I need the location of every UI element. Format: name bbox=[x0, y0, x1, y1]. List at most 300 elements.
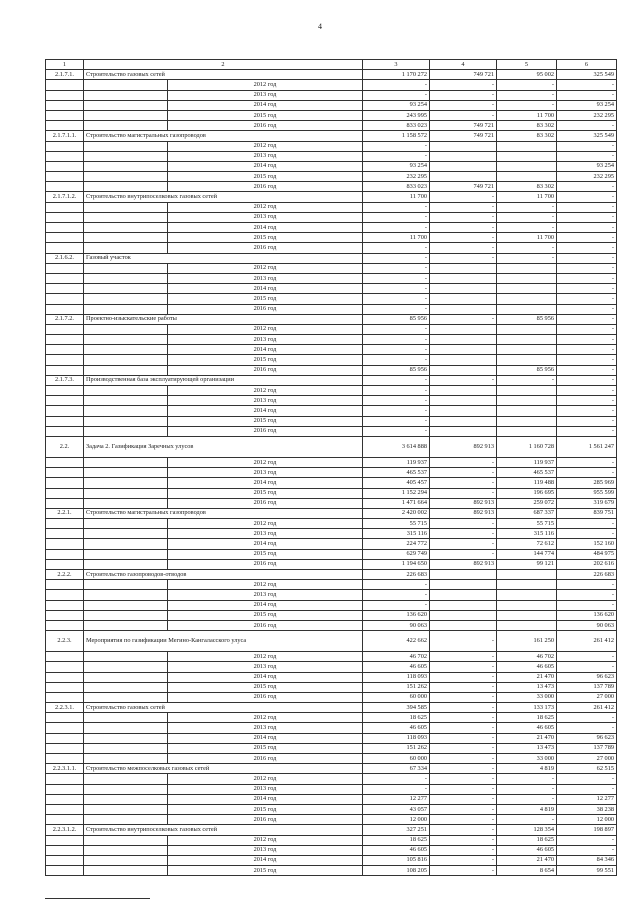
other-value: 27 000 bbox=[557, 692, 617, 702]
item-name-blank bbox=[84, 386, 168, 396]
regional-value bbox=[497, 335, 557, 345]
year-row bbox=[46, 202, 617, 212]
item-name-blank bbox=[84, 151, 168, 161]
total-value: 11 700 bbox=[363, 192, 430, 202]
year-label: 2012 год bbox=[168, 263, 363, 273]
other-value: 137 789 bbox=[557, 743, 617, 753]
other-value: - bbox=[557, 774, 617, 784]
federal-value: - bbox=[430, 754, 497, 764]
year-label: 2015 год bbox=[168, 549, 363, 559]
year-label: 2013 год bbox=[168, 151, 363, 161]
year-row bbox=[46, 784, 617, 794]
year-row bbox=[46, 539, 617, 549]
total-value: - bbox=[363, 590, 430, 600]
total-value: 43 057 bbox=[363, 804, 430, 814]
item-code bbox=[46, 121, 84, 131]
item-name-blank bbox=[84, 733, 168, 743]
section-row bbox=[46, 436, 617, 457]
total-value: - bbox=[363, 151, 430, 161]
other-value: 955 599 bbox=[557, 488, 617, 498]
item-code bbox=[46, 784, 84, 794]
total-value: 833 023 bbox=[363, 182, 430, 192]
year-row bbox=[46, 151, 617, 161]
regional-value: - bbox=[497, 375, 557, 385]
item-code bbox=[46, 815, 84, 825]
other-value: - bbox=[557, 284, 617, 294]
other-value: - bbox=[557, 406, 617, 416]
total-value: 11 700 bbox=[363, 233, 430, 243]
regional-value: 119 488 bbox=[497, 478, 557, 488]
regional-value: 4 819 bbox=[497, 804, 557, 814]
year-row bbox=[46, 396, 617, 406]
section-row bbox=[46, 764, 617, 774]
regional-value: 119 937 bbox=[497, 457, 557, 467]
year-label: 2012 год bbox=[168, 386, 363, 396]
federal-value: - bbox=[430, 815, 497, 825]
item-name: Строительство магистральных газопроводов bbox=[84, 131, 363, 141]
total-value: - bbox=[363, 784, 430, 794]
federal-value bbox=[430, 141, 497, 151]
item-name-blank bbox=[84, 182, 168, 192]
regional-value: 99 121 bbox=[497, 559, 557, 569]
item-name-blank bbox=[84, 345, 168, 355]
year-label: 2016 год bbox=[168, 243, 363, 253]
regional-value: - bbox=[497, 774, 557, 784]
item-code bbox=[46, 478, 84, 488]
regional-value: - bbox=[497, 80, 557, 90]
federal-value: - bbox=[430, 202, 497, 212]
year-row bbox=[46, 294, 617, 304]
total-value: - bbox=[363, 141, 430, 151]
budget-table bbox=[45, 59, 617, 876]
item-name-blank bbox=[84, 529, 168, 539]
total-value: 226 683 bbox=[363, 570, 430, 580]
other-value: - bbox=[557, 375, 617, 385]
total-value: 12 277 bbox=[363, 794, 430, 804]
item-name-blank bbox=[84, 866, 168, 876]
item-code: 2.1.7.3. bbox=[46, 375, 84, 385]
year-row bbox=[46, 794, 617, 804]
regional-value bbox=[497, 273, 557, 283]
total-value: 1 152 294 bbox=[363, 488, 430, 498]
year-label: 2013 год bbox=[168, 845, 363, 855]
year-row bbox=[46, 478, 617, 488]
federal-value: - bbox=[430, 631, 497, 652]
item-name-blank bbox=[84, 754, 168, 764]
other-value: - bbox=[557, 457, 617, 467]
item-code bbox=[46, 151, 84, 161]
regional-value: 4 819 bbox=[497, 764, 557, 774]
year-label: 2015 год bbox=[168, 743, 363, 753]
federal-value: - bbox=[430, 549, 497, 559]
other-value: - bbox=[557, 652, 617, 662]
item-name: Проектно-изыскательские работы bbox=[84, 314, 363, 324]
other-value: 93 254 bbox=[557, 161, 617, 171]
item-name-blank bbox=[84, 743, 168, 753]
item-code bbox=[46, 866, 84, 876]
year-row bbox=[46, 335, 617, 345]
year-row bbox=[46, 426, 617, 436]
year-label: 2015 год bbox=[168, 233, 363, 243]
other-value: 226 683 bbox=[557, 570, 617, 580]
other-value: 62 515 bbox=[557, 764, 617, 774]
regional-value bbox=[497, 570, 557, 580]
regional-value: 72 612 bbox=[497, 539, 557, 549]
other-value: - bbox=[557, 182, 617, 192]
other-value: - bbox=[557, 212, 617, 222]
regional-value: 83 302 bbox=[497, 131, 557, 141]
federal-value: 892 913 bbox=[430, 559, 497, 569]
item-code bbox=[46, 743, 84, 753]
item-name-blank bbox=[84, 110, 168, 120]
year-label: 2014 год bbox=[168, 539, 363, 549]
total-value: - bbox=[363, 406, 430, 416]
federal-value bbox=[430, 426, 497, 436]
item-name-blank bbox=[84, 835, 168, 845]
item-name-blank bbox=[84, 284, 168, 294]
federal-value bbox=[430, 151, 497, 161]
section-row bbox=[46, 253, 617, 263]
item-name-blank bbox=[84, 365, 168, 375]
item-code bbox=[46, 498, 84, 508]
year-label: 2012 год bbox=[168, 835, 363, 845]
federal-value: - bbox=[430, 314, 497, 324]
year-label: 2013 год bbox=[168, 90, 363, 100]
other-value: - bbox=[557, 529, 617, 539]
total-value: 1 158 572 bbox=[363, 131, 430, 141]
year-row bbox=[46, 815, 617, 825]
item-code bbox=[46, 468, 84, 478]
total-value: 243 995 bbox=[363, 110, 430, 120]
section-row bbox=[46, 825, 617, 835]
regional-value: 196 695 bbox=[497, 488, 557, 498]
item-name: Строительство межпоселковых газовых сетей bbox=[84, 764, 363, 774]
total-value: 46 605 bbox=[363, 723, 430, 733]
total-value: 465 537 bbox=[363, 468, 430, 478]
federal-value: - bbox=[430, 743, 497, 753]
federal-value: - bbox=[430, 825, 497, 835]
item-name: Задача 2. Газификация Заречных улусов bbox=[84, 436, 363, 457]
total-value: - bbox=[363, 243, 430, 253]
year-row bbox=[46, 652, 617, 662]
year-row bbox=[46, 233, 617, 243]
item-name-blank bbox=[84, 457, 168, 467]
year-label: 2012 год bbox=[168, 774, 363, 784]
item-code bbox=[46, 223, 84, 233]
section-row bbox=[46, 314, 617, 324]
federal-value: - bbox=[430, 866, 497, 876]
other-value: - bbox=[557, 396, 617, 406]
other-value: 137 789 bbox=[557, 682, 617, 692]
other-value: - bbox=[557, 223, 617, 233]
federal-value bbox=[430, 335, 497, 345]
item-code bbox=[46, 90, 84, 100]
item-name-blank bbox=[84, 202, 168, 212]
federal-value: 749 721 bbox=[430, 131, 497, 141]
year-label: 2016 год bbox=[168, 559, 363, 569]
year-row bbox=[46, 713, 617, 723]
year-row bbox=[46, 600, 617, 610]
item-name-blank bbox=[84, 172, 168, 182]
year-label: 2016 год bbox=[168, 620, 363, 630]
year-label: 2013 год bbox=[168, 590, 363, 600]
regional-value: 46 605 bbox=[497, 845, 557, 855]
year-label: 2016 год bbox=[168, 304, 363, 314]
item-name-blank bbox=[84, 815, 168, 825]
year-label: 2015 год bbox=[168, 804, 363, 814]
regional-value bbox=[497, 141, 557, 151]
year-row bbox=[46, 90, 617, 100]
regional-value: 133 173 bbox=[497, 703, 557, 713]
other-value: - bbox=[557, 304, 617, 314]
federal-value bbox=[430, 263, 497, 273]
other-value: - bbox=[557, 151, 617, 161]
item-name-blank bbox=[84, 845, 168, 855]
federal-value: - bbox=[430, 519, 497, 529]
regional-value: 11 700 bbox=[497, 192, 557, 202]
federal-value: - bbox=[430, 253, 497, 263]
federal-value: - bbox=[430, 457, 497, 467]
regional-value bbox=[497, 284, 557, 294]
year-label: 2013 год bbox=[168, 662, 363, 672]
year-label: 2013 год bbox=[168, 335, 363, 345]
total-value: 327 251 bbox=[363, 825, 430, 835]
item-name-blank bbox=[84, 223, 168, 233]
federal-value bbox=[430, 294, 497, 304]
regional-value: 95 002 bbox=[497, 70, 557, 80]
year-row bbox=[46, 580, 617, 590]
total-value: - bbox=[363, 202, 430, 212]
total-value: - bbox=[363, 324, 430, 334]
item-code bbox=[46, 284, 84, 294]
federal-value bbox=[430, 161, 497, 171]
regional-value: 33 000 bbox=[497, 692, 557, 702]
regional-value: 1 160 728 bbox=[497, 436, 557, 457]
year-row bbox=[46, 804, 617, 814]
regional-value: 13 473 bbox=[497, 743, 557, 753]
regional-value bbox=[497, 406, 557, 416]
regional-value bbox=[497, 580, 557, 590]
other-value: - bbox=[557, 90, 617, 100]
regional-value bbox=[497, 263, 557, 273]
item-name-blank bbox=[84, 212, 168, 222]
year-label: 2014 год bbox=[168, 406, 363, 416]
federal-value: - bbox=[430, 764, 497, 774]
year-row bbox=[46, 161, 617, 171]
year-label: 2012 год bbox=[168, 80, 363, 90]
year-row bbox=[46, 754, 617, 764]
year-row bbox=[46, 743, 617, 753]
year-row bbox=[46, 590, 617, 600]
regional-value: 18 625 bbox=[497, 713, 557, 723]
year-row bbox=[46, 457, 617, 467]
total-value: 46 702 bbox=[363, 652, 430, 662]
item-code: 2.2.1. bbox=[46, 508, 84, 518]
year-row bbox=[46, 365, 617, 375]
item-name-blank bbox=[84, 580, 168, 590]
regional-value bbox=[497, 610, 557, 620]
year-label: 2016 год bbox=[168, 498, 363, 508]
item-name-blank bbox=[84, 559, 168, 569]
regional-value: 8 654 bbox=[497, 866, 557, 876]
other-value: 93 254 bbox=[557, 100, 617, 110]
item-code bbox=[46, 80, 84, 90]
item-code: 2.2.3. bbox=[46, 631, 84, 652]
federal-value bbox=[430, 600, 497, 610]
federal-value bbox=[430, 396, 497, 406]
regional-value bbox=[497, 396, 557, 406]
year-row bbox=[46, 692, 617, 702]
item-name: Строительство внутрипоселковых газовых сетей bbox=[84, 192, 363, 202]
total-value: - bbox=[363, 774, 430, 784]
total-value: 224 772 bbox=[363, 539, 430, 549]
other-value: - bbox=[557, 192, 617, 202]
other-value: 84 346 bbox=[557, 855, 617, 865]
federal-value bbox=[430, 304, 497, 314]
other-value: - bbox=[557, 426, 617, 436]
federal-value: - bbox=[430, 733, 497, 743]
total-value: 60 000 bbox=[363, 692, 430, 702]
year-label: 2016 год bbox=[168, 815, 363, 825]
item-name-blank bbox=[84, 294, 168, 304]
item-code bbox=[46, 529, 84, 539]
item-name-blank bbox=[84, 273, 168, 283]
federal-value: - bbox=[430, 845, 497, 855]
federal-value: - bbox=[430, 713, 497, 723]
year-row bbox=[46, 529, 617, 539]
item-code bbox=[46, 172, 84, 182]
total-value: 105 816 bbox=[363, 855, 430, 865]
federal-value bbox=[430, 590, 497, 600]
item-code bbox=[46, 713, 84, 723]
other-value: - bbox=[557, 355, 617, 365]
regional-value: 21 470 bbox=[497, 733, 557, 743]
other-value: - bbox=[557, 845, 617, 855]
year-row bbox=[46, 488, 617, 498]
item-code bbox=[46, 549, 84, 559]
item-code bbox=[46, 294, 84, 304]
total-value: 46 605 bbox=[363, 845, 430, 855]
year-label: 2015 год bbox=[168, 355, 363, 365]
item-name-blank bbox=[84, 600, 168, 610]
regional-value: - bbox=[497, 794, 557, 804]
year-row bbox=[46, 835, 617, 845]
year-label: 2012 год bbox=[168, 141, 363, 151]
year-label: 2015 год bbox=[168, 610, 363, 620]
year-row bbox=[46, 559, 617, 569]
year-row bbox=[46, 304, 617, 314]
total-value: - bbox=[363, 263, 430, 273]
item-name-blank bbox=[84, 121, 168, 131]
year-row bbox=[46, 549, 617, 559]
item-name-blank bbox=[84, 804, 168, 814]
other-value: 261 412 bbox=[557, 631, 617, 652]
item-code: 2.1.7.2. bbox=[46, 314, 84, 324]
regional-value: 83 302 bbox=[497, 182, 557, 192]
regional-value: - bbox=[497, 815, 557, 825]
regional-value: 465 537 bbox=[497, 468, 557, 478]
item-name-blank bbox=[84, 620, 168, 630]
total-value: - bbox=[363, 90, 430, 100]
item-code bbox=[46, 304, 84, 314]
other-value: - bbox=[557, 121, 617, 131]
item-name-blank bbox=[84, 784, 168, 794]
other-value: 232 295 bbox=[557, 172, 617, 182]
year-row bbox=[46, 212, 617, 222]
item-name-blank bbox=[84, 355, 168, 365]
total-value: - bbox=[363, 335, 430, 345]
header-row bbox=[46, 60, 617, 70]
total-value: - bbox=[363, 212, 430, 222]
other-value: - bbox=[557, 723, 617, 733]
section-row bbox=[46, 131, 617, 141]
total-value: 46 605 bbox=[363, 662, 430, 672]
federal-value: - bbox=[430, 784, 497, 794]
other-value: - bbox=[557, 365, 617, 375]
item-code: 2.2. bbox=[46, 436, 84, 457]
section-row bbox=[46, 192, 617, 202]
year-row bbox=[46, 182, 617, 192]
header-col-6: 6 bbox=[557, 60, 617, 70]
regional-value bbox=[497, 172, 557, 182]
item-name-blank bbox=[84, 263, 168, 273]
total-value: 833 023 bbox=[363, 121, 430, 131]
federal-value: - bbox=[430, 672, 497, 682]
year-row bbox=[46, 519, 617, 529]
regional-value bbox=[497, 590, 557, 600]
item-code bbox=[46, 774, 84, 784]
year-label: 2016 год bbox=[168, 426, 363, 436]
regional-value: 144 774 bbox=[497, 549, 557, 559]
federal-value bbox=[430, 570, 497, 580]
other-value: 839 751 bbox=[557, 508, 617, 518]
federal-value: - bbox=[430, 192, 497, 202]
other-value: - bbox=[557, 600, 617, 610]
federal-value bbox=[430, 580, 497, 590]
year-row bbox=[46, 355, 617, 365]
other-value: - bbox=[557, 345, 617, 355]
other-value: - bbox=[557, 784, 617, 794]
total-value: - bbox=[363, 80, 430, 90]
item-code bbox=[46, 233, 84, 243]
item-code bbox=[46, 355, 84, 365]
total-value: - bbox=[363, 304, 430, 314]
regional-value: - bbox=[497, 223, 557, 233]
total-value: 108 205 bbox=[363, 866, 430, 876]
year-label: 2012 год bbox=[168, 580, 363, 590]
item-code bbox=[46, 723, 84, 733]
year-row bbox=[46, 498, 617, 508]
item-code bbox=[46, 273, 84, 283]
other-value: - bbox=[557, 273, 617, 283]
item-code bbox=[46, 345, 84, 355]
item-name-blank bbox=[84, 141, 168, 151]
regional-value: 259 072 bbox=[497, 498, 557, 508]
item-code: 2.2.2. bbox=[46, 570, 84, 580]
federal-value bbox=[430, 406, 497, 416]
item-name-blank bbox=[84, 774, 168, 784]
item-code bbox=[46, 662, 84, 672]
item-name-blank bbox=[84, 243, 168, 253]
item-name-blank bbox=[84, 610, 168, 620]
item-code: 2.1.7.1. bbox=[46, 70, 84, 80]
other-value: 96 623 bbox=[557, 733, 617, 743]
item-code bbox=[46, 100, 84, 110]
item-code bbox=[46, 386, 84, 396]
other-value: 90 063 bbox=[557, 620, 617, 630]
total-value: - bbox=[363, 396, 430, 406]
item-name-blank bbox=[84, 90, 168, 100]
